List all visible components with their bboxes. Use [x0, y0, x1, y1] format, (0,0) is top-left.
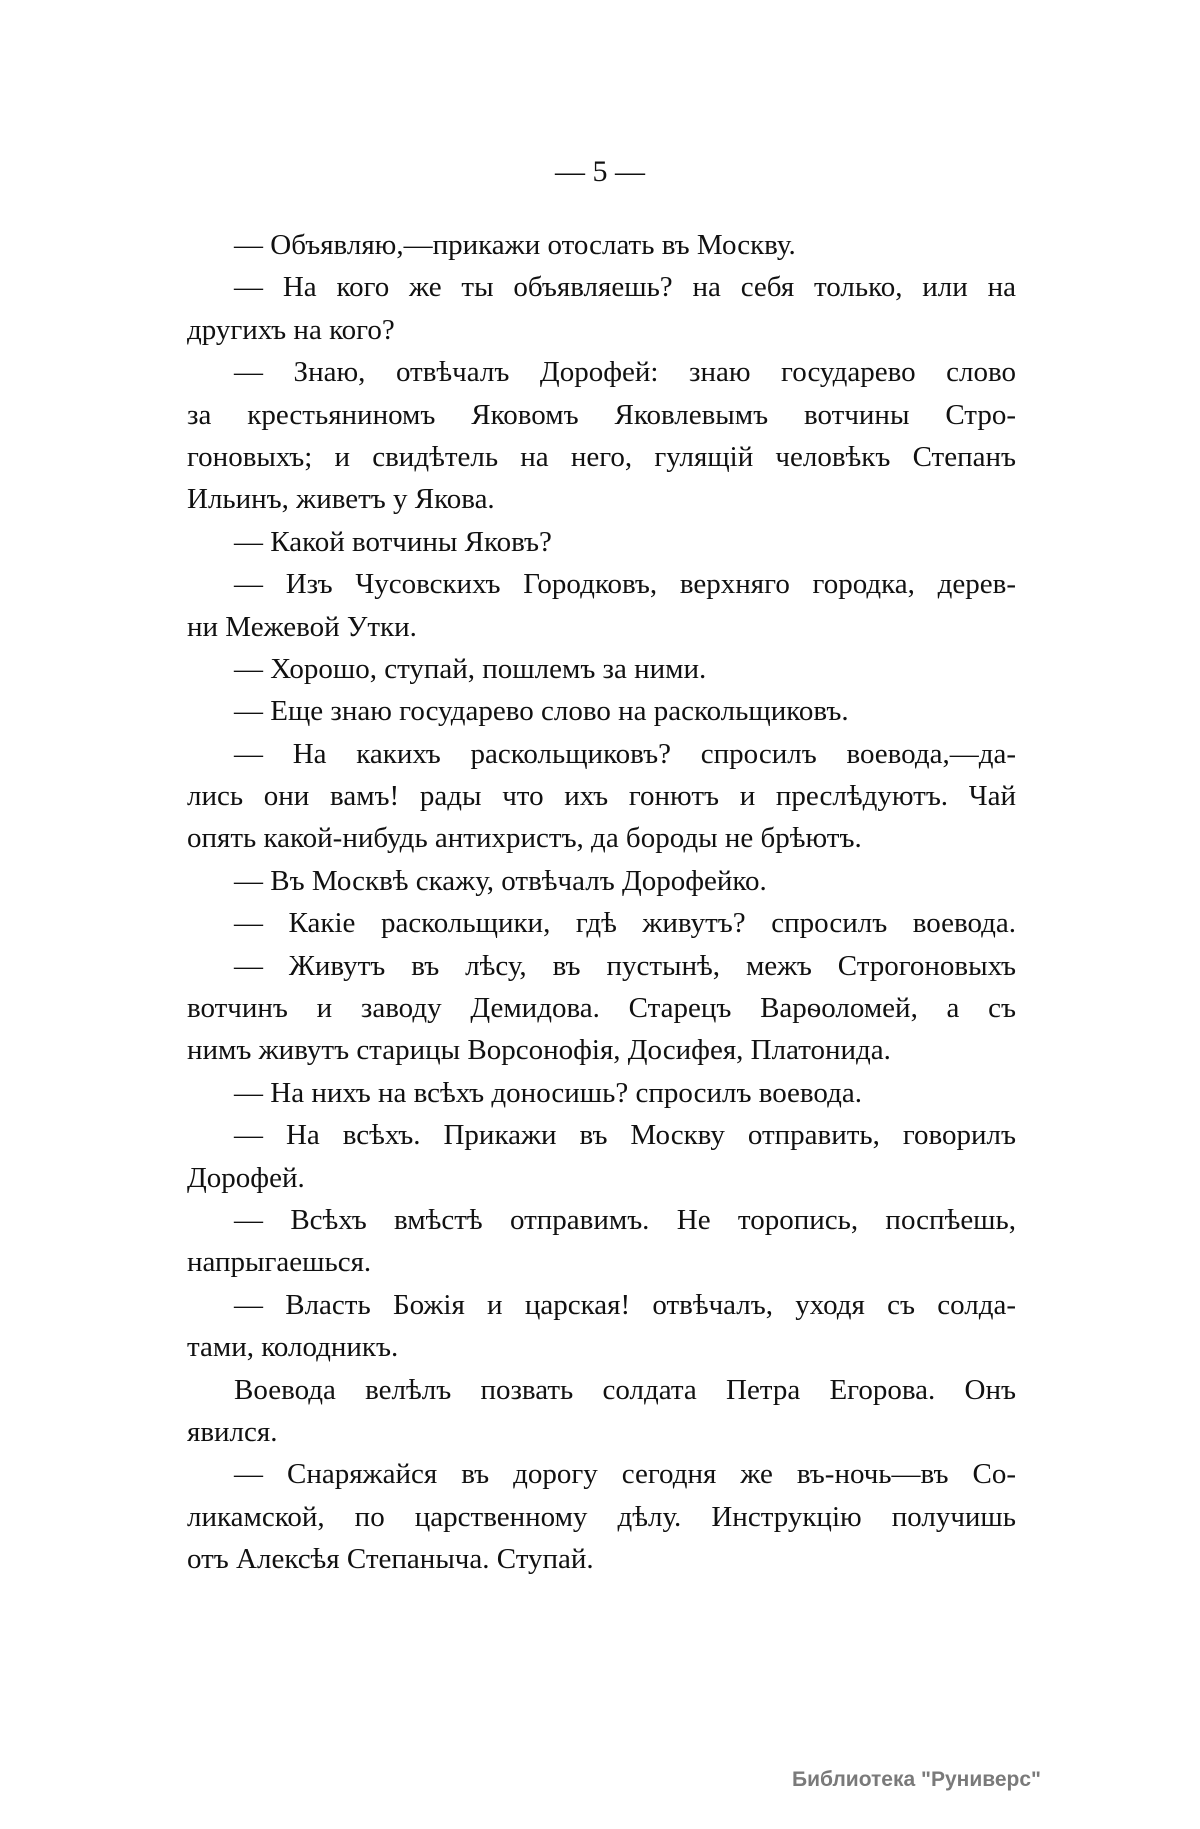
text-line: — На кого же ты объявляешь? на себя только, или на — [234, 271, 1016, 304]
text-line: — Въ Москвѣ скажу, отвѣчалъ Дорофейко. — [234, 864, 767, 897]
text-line: — Какой вотчины Яковъ? — [234, 525, 552, 558]
text-line: — Снаряжайся въ дорогу сегодня же въ-ночь—въ Со- — [234, 1458, 1016, 1491]
text-line: ни Межевой Утки. — [187, 610, 417, 643]
text-line: — Хорошо, ступай, пошлемъ за ними. — [234, 652, 707, 685]
text-line: — Власть Божiя и царская! отвѣчалъ, уходя съ солда- — [234, 1288, 1016, 1321]
text-line: — Объявляю,—прикажи отослать въ Москву. — [234, 229, 796, 261]
text-line: явился. — [187, 1415, 278, 1448]
text-line: лись они вамъ! рады что ихъ гонютъ и преслѣдуютъ. Чай — [187, 780, 1016, 813]
text-line: — Какiе раскольщики, гдѣ живутъ? спросилъ воевода. — [234, 907, 1016, 940]
text-line: ликамской, по царственному дѣлу. Инструкцiю получишь — [187, 1500, 1016, 1533]
text-line: другихъ на кого? — [187, 313, 395, 346]
text-line: нимъ живутъ старицы Ворсонофiя, Досифея, Платонида. — [187, 1034, 891, 1067]
text-line: Ильинъ, живетъ у Якова. — [187, 483, 495, 516]
text-line: — Еще знаю государево слово на раскольщиковъ. — [234, 695, 849, 728]
text-line: — Живутъ въ лѣсу, въ пустынѣ, межъ Строгоновыхъ — [234, 949, 1016, 982]
text-line: Воевода велѣлъ позвать солдата Петра Егорова. Онъ — [234, 1373, 1016, 1406]
text-line: Дорофей. — [187, 1161, 305, 1194]
text-line: отъ Алексѣя Степаныча. Ступай. — [187, 1543, 594, 1576]
page-number: — 5 — — [555, 155, 645, 188]
library-watermark: Библиотека "Руниверс" — [792, 1768, 1042, 1791]
text-line: — На всѣхъ. Прикажи въ Москву отправить, говорилъ — [234, 1119, 1016, 1152]
text-line: гоновыхъ; и свидѣтель на него, гулящiй человѣкъ Степанъ — [187, 440, 1016, 473]
text-line: вотчинъ и заводу Демидова. Старецъ Варѳоломей, а съ — [187, 992, 1016, 1025]
text-line: опять какой-нибудь антихристъ, да бороды не брѣютъ. — [187, 822, 862, 855]
text-line: — Всѣхъ вмѣстѣ отправимъ. Не торопись, поспѣешь, — [234, 1203, 1016, 1236]
text-line: — Изъ Чусовскихъ Городковъ, верхняго городка, дерев- — [234, 568, 1016, 601]
text-line: — Знаю, отвѣчалъ Дорофей: знаю государево слово — [234, 356, 1016, 389]
body-text — [187, 224, 1016, 1581]
text-line: — На какихъ раскольщиковъ? спросилъ воевода,—да- — [234, 737, 1016, 770]
text-line: — На нихъ на всѣхъ доносишь? спросилъ воевода. — [234, 1076, 862, 1109]
text-line: тами, колодникъ. — [187, 1331, 399, 1364]
text-line: за крестьяниномъ Яковомъ Яковлевымъ вотчины Стро- — [187, 398, 1016, 431]
text-line: напрыгаешься. — [187, 1246, 372, 1279]
